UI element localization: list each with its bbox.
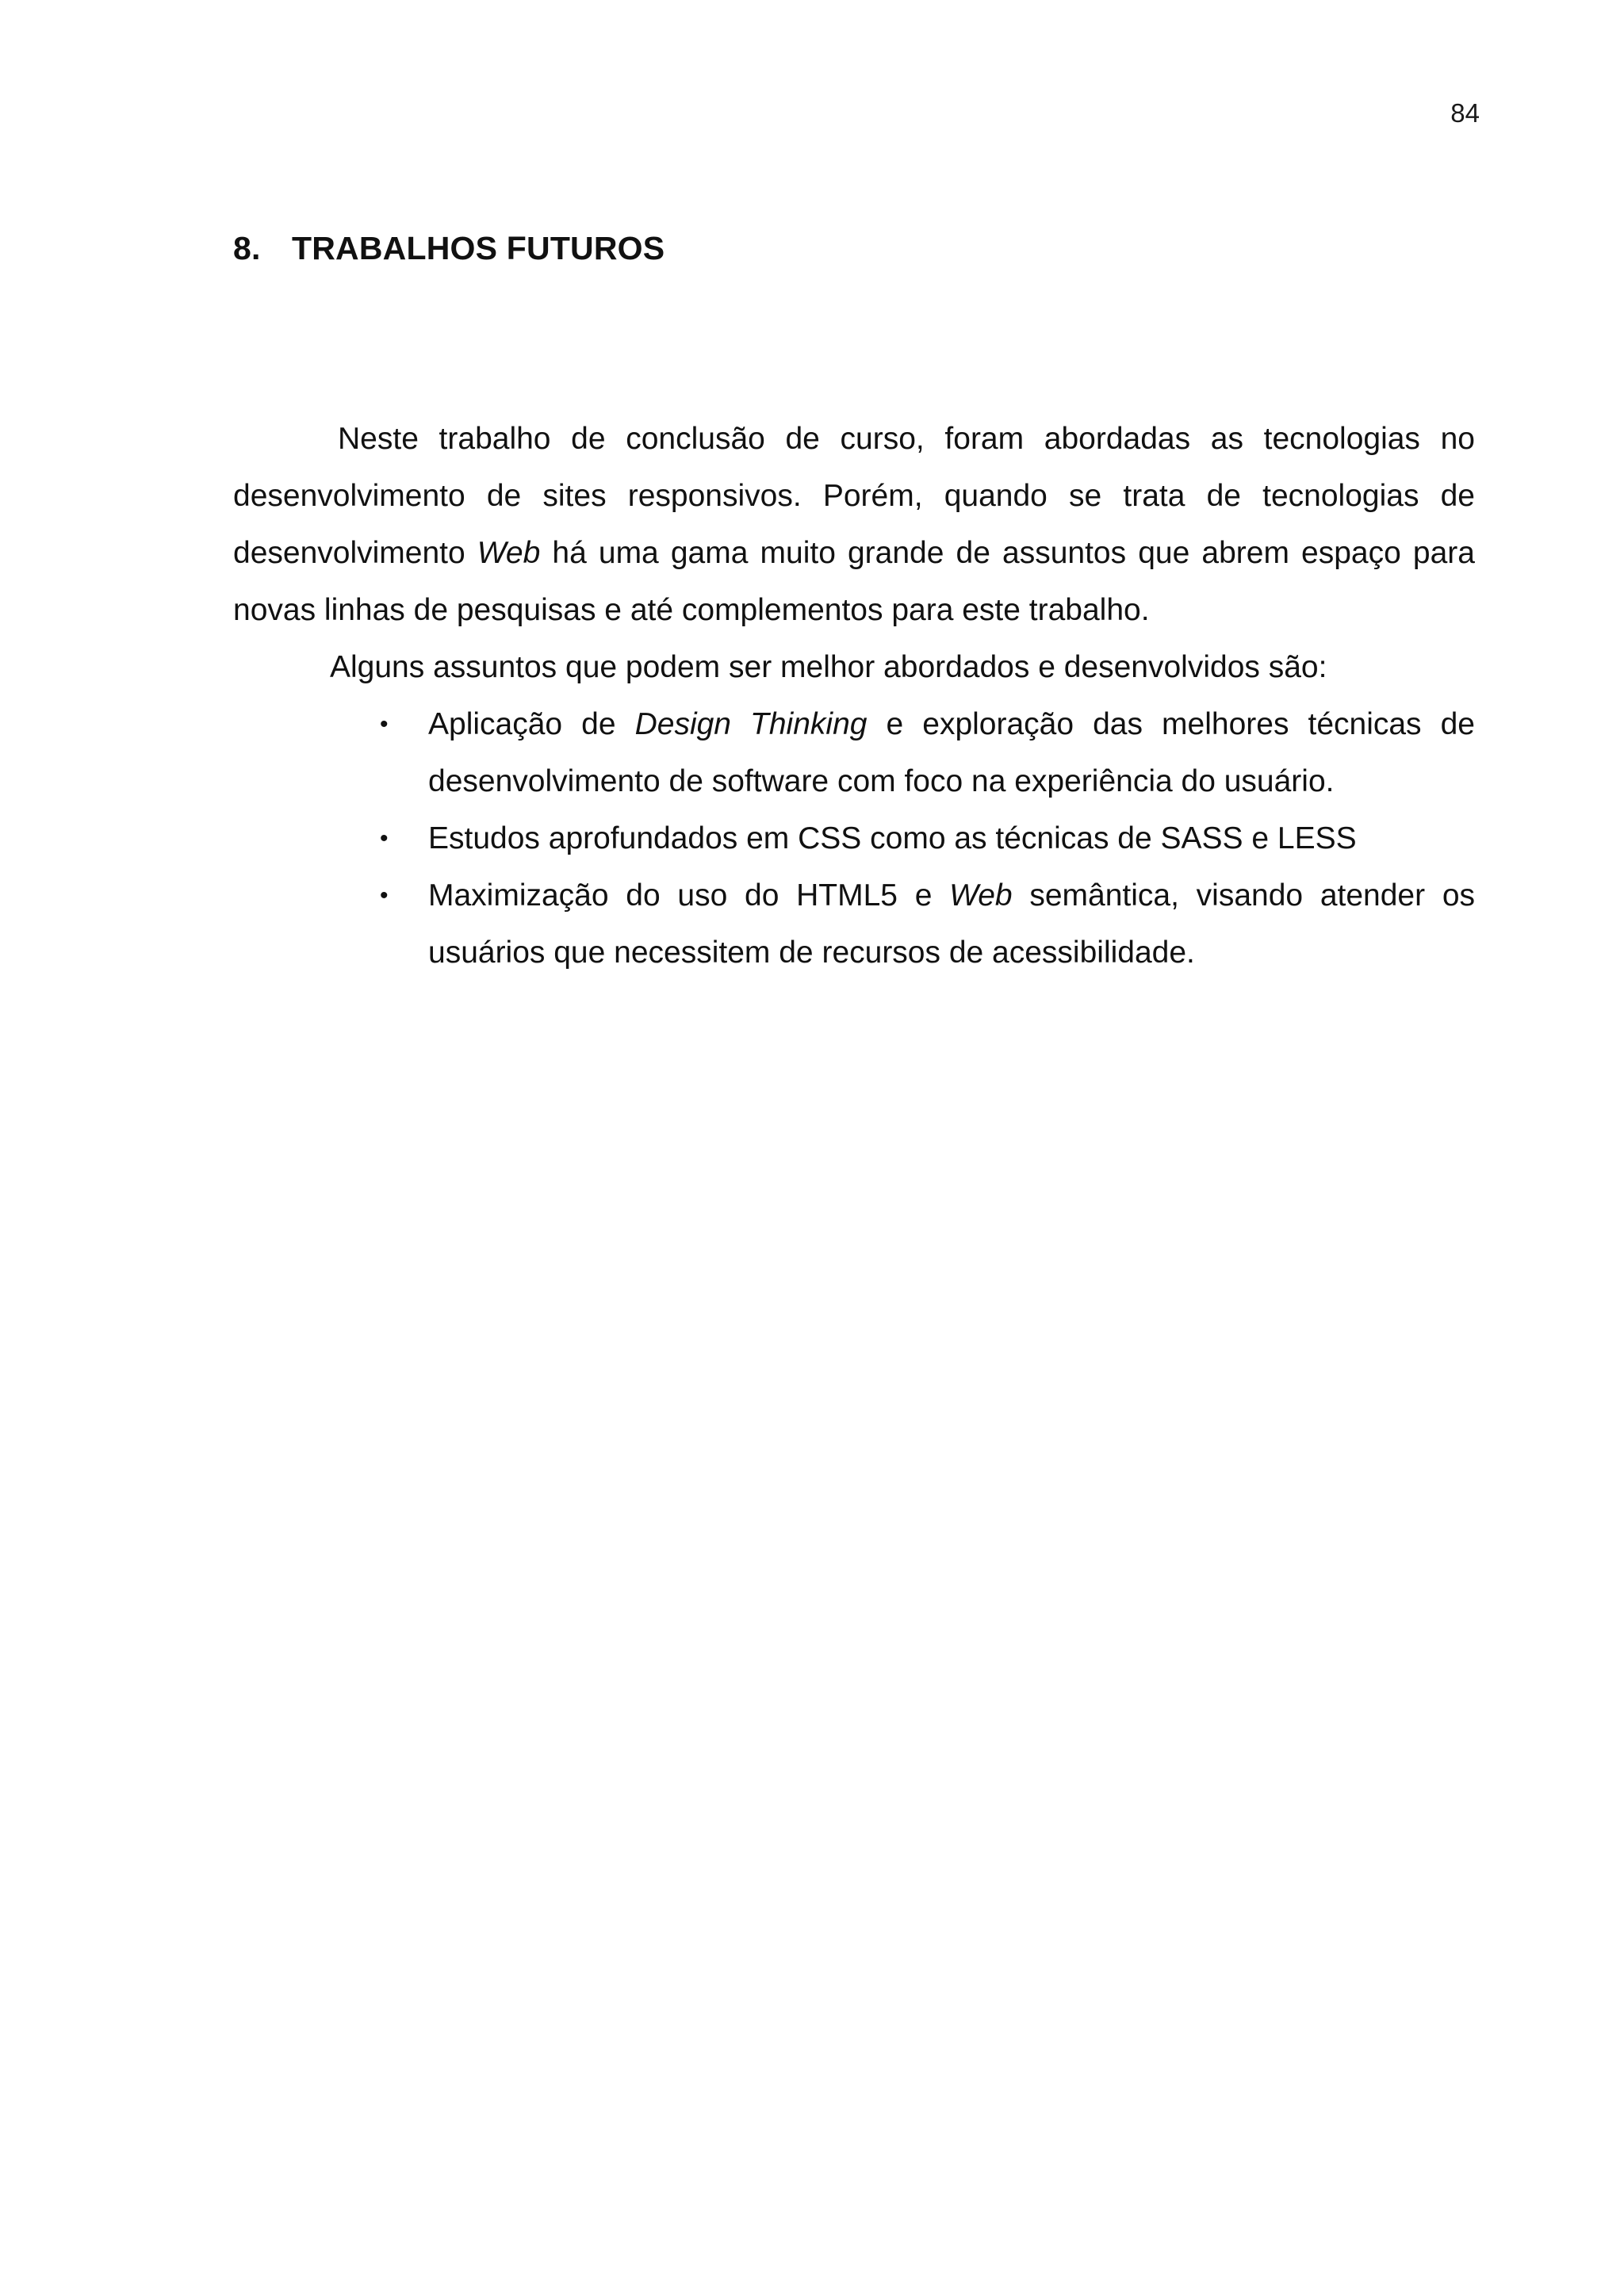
list-item	[380, 810, 1475, 867]
chapter-body	[233, 411, 1475, 982]
paragraph-intro	[233, 411, 1475, 639]
chapter-heading	[233, 230, 665, 267]
chapter-title: TRABALHOS FUTUROS	[292, 230, 665, 266]
page-number: 84	[1450, 98, 1480, 128]
list-item	[380, 696, 1475, 810]
paragraph-intro-text-2: há uma gama muito grande de assuntos que abrem espaço para novas linhas de pesquisas e até complementos para este trabalho.	[233, 536, 1475, 627]
paragraph-intro-italic: Web	[477, 536, 541, 570]
paragraph-intro-text-1: Neste trabalho de conclusão de curso, foram abordadas as tecnologias no desenvolvimento de sites responsivos. Porém, quando se trata de tecnologias de desenvolvimento	[233, 422, 1475, 570]
bullet-icon: •	[380, 825, 389, 851]
topics-list	[233, 696, 1475, 982]
list-item-italic: Web	[949, 878, 1013, 913]
bullet-icon: •	[380, 882, 389, 909]
list-item-text-before: Maximização do uso do HTML5 e	[428, 878, 950, 913]
list-item-text-after: semântica, visando atender os usuários que necessitem de recursos de acessibilidade.	[428, 878, 1476, 970]
list-item-italic: Design Thinking	[634, 707, 868, 741]
paragraph-topics-intro: Alguns assuntos que podem ser melhor abordados e desenvolvidos são:	[330, 650, 1327, 684]
list-item-text-after: e exploração das melhores técnicas de desenvolvimento de software com foco na experiência do usuário.	[428, 707, 1475, 798]
list-item	[380, 867, 1476, 982]
list-item-text: Estudos aprofundados em CSS como as técnicas de SASS e LESS	[428, 821, 1357, 855]
chapter-number: 8.	[233, 230, 261, 266]
list-item-text-before: Aplicação de	[428, 707, 635, 741]
bullet-icon: •	[380, 711, 389, 737]
